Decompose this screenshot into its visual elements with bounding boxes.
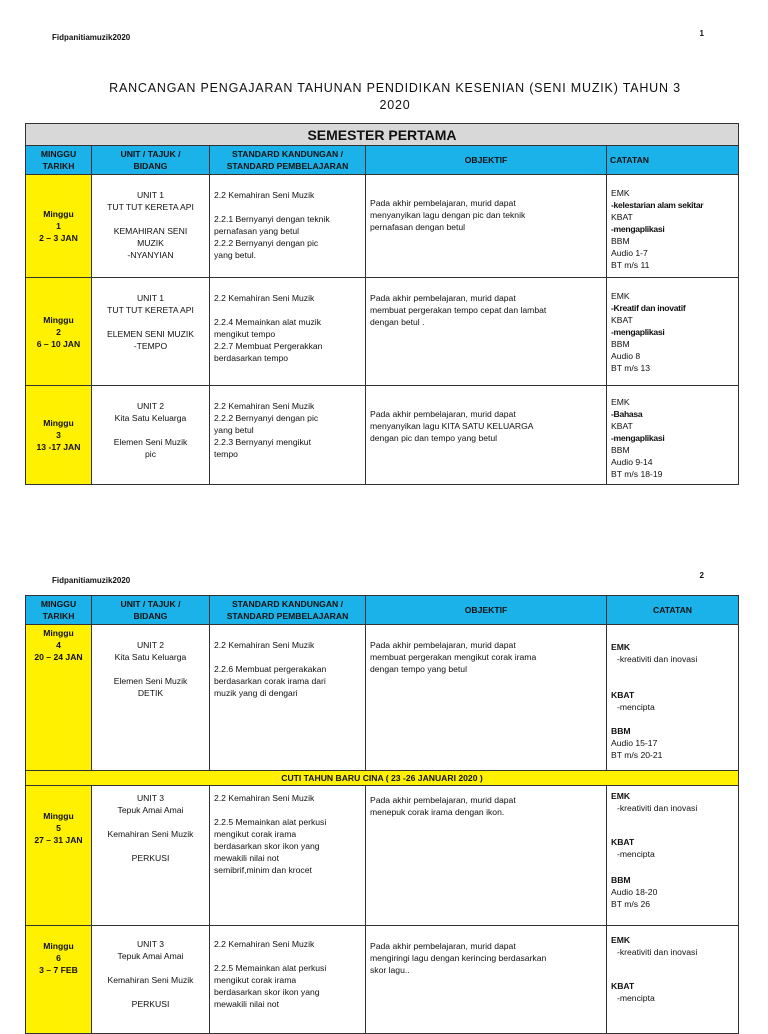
unit-cell: UNIT 1 TUT TUT KERETA API ELEMEN SENI MUZIK -TEMPO <box>92 278 210 386</box>
standard-cell: 2.2 Kemahiran Seni Muzik 2.2.4 Memainkan alat muzik mengikut tempo 2.2.7 Membuat Pergerakkan berdasarkan tempo <box>210 278 366 386</box>
semester-title: SEMESTER PERTAMA <box>26 124 739 146</box>
catatan-cell: EMK -Kreatif dan inovatif KBAT -mengaplikasi BBM Audio 8 BT m/s 13 <box>607 278 739 386</box>
unit-cell: UNIT 2 Kita Satu Keluarga Elemen Seni Muzik pic <box>92 386 210 485</box>
standard-cell: 2.2 Kemahiran Seni Muzik 2.2.5 Memainkan alat perkusi mengikut corak irama berdasarkan skor ikon yang mewakili nilai not semibrif,minim dan krocet <box>210 786 366 926</box>
catatan-cell: EMK -kelestarian alam sekitar KBAT -mengaplikasi BBM Audio 1-7 BT m/s 11 <box>607 175 739 278</box>
catatan-cell: EMK -kreativiti dan inovasi KBAT -mencipta <box>607 926 739 1034</box>
table-row <box>26 926 739 1034</box>
column-header-catatan: CATATAN <box>607 146 739 175</box>
column-header-minggu: MINGGU TARIKH <box>26 596 92 625</box>
standard-cell: 2.2 Kemahiran Seni Muzik 2.2.6 Membuat pergerakakan berdasarkan corak irama dari muzik yang di dengari <box>210 625 366 771</box>
table-row <box>26 175 739 278</box>
column-header-minggu: MINGGU TARIKH <box>26 146 92 175</box>
document-page-2 <box>0 560 768 1024</box>
catatan-cell: EMK -kreativiti dan inovasi KBAT -mencipta BBM Audio 18-20 BT m/s 26 <box>607 786 739 926</box>
week-cell: Minggu 5 27 – 31 JAN <box>26 786 92 926</box>
unit-cell: UNIT 1 TUT TUT KERETA API KEMAHIRAN SENI MUZIK -NYANYIAN <box>92 175 210 278</box>
holiday-row <box>26 771 739 786</box>
semester-row <box>26 124 739 146</box>
objektif-cell: Pada akhir pembelajaran, murid dapat membuat pergerakan tempo cepat dan lambat dengan betul . <box>366 278 607 386</box>
catatan-cell: EMK -Bahasa KBAT -mengaplikasi BBM Audio 9-14 BT m/s 18-19 <box>607 386 739 485</box>
table-row <box>26 386 739 485</box>
table-header-row <box>26 596 739 625</box>
objektif-cell: Pada akhir pembelajaran, murid dapat menyanyikan lagu dengan pic dan teknik pernafasan dengan betul <box>366 175 607 278</box>
document-title <box>60 80 730 114</box>
table-header-row <box>26 146 739 175</box>
objektif-cell: Pada akhir pembelajaran, murid dapat menyanyikan lagu KITA SATU KELUARGA dengan pic dan tempo yang betul <box>366 386 607 485</box>
standard-cell: 2.2 Kemahiran Seni Muzik 2.2.2 Bernyanyi dengan pic yang betul 2.2.3 Bernyanyi mengikut tempo <box>210 386 366 485</box>
column-header-objektif: OBJEKTIF <box>366 146 607 175</box>
standard-cell: 2.2 Kemahiran Seni Muzik 2.2.5 Memainkan alat perkusi mengikut corak irama berdasarkan skor ikon yang mewakili nilai not <box>210 926 366 1034</box>
page-header-left: Fidpanitiamuzik2020 <box>52 33 131 42</box>
standard-cell: 2.2 Kemahiran Seni Muzik 2.2.1 Bernyanyi dengan teknik pernafasan yang betul 2.2.2 Bernyanyi dengan pic yang betul. <box>210 175 366 278</box>
column-header-standard: STANDARD KANDUNGAN / STANDARD PEMBELAJARAN <box>210 146 366 175</box>
column-header-catatan: CATATAN <box>607 596 739 625</box>
holiday-label: CUTI TAHUN BARU CINA ( 23 -26 JANUARI 2020 ) <box>26 771 739 786</box>
objektif-cell: Pada akhir pembelajaran, murid dapat menepuk corak irama dengan ikon. <box>366 786 607 926</box>
week-cell: Minggu 4 20 – 24 JAN <box>26 625 92 771</box>
plan-table-page-1 <box>25 123 739 485</box>
title-line-1: RANCANGAN PENGAJARAN TAHUNAN PENDIDIKAN KESENIAN (SENI MUZIK) TAHUN 3 <box>109 81 681 95</box>
table-row <box>26 625 739 771</box>
page-number: 1 <box>699 29 704 38</box>
column-header-unit: UNIT / TAJUK / BIDANG <box>92 596 210 625</box>
catatan-cell: EMK -kreativiti dan inovasi KBAT -mencipta BBM Audio 15-17 BT m/s 20-21 <box>607 625 739 771</box>
week-cell: Minggu 2 6 – 10 JAN <box>26 278 92 386</box>
week-cell: Minggu 3 13 -17 JAN <box>26 386 92 485</box>
column-header-standard: STANDARD KANDUNGAN / STANDARD PEMBELAJARAN <box>210 596 366 625</box>
unit-cell: UNIT 3 Tepuk Amai Amai Kemahiran Seni Muzik PERKUSI <box>92 926 210 1034</box>
objektif-cell: Pada akhir pembelajaran, murid dapat mengiringi lagu dengan kerincing berdasarkan skor lagu.. <box>366 926 607 1034</box>
week-cell: Minggu 6 3 – 7 FEB <box>26 926 92 1034</box>
plan-table-page-2 <box>25 595 739 1034</box>
page-number: 2 <box>699 571 704 580</box>
title-line-2: 2020 <box>379 98 411 112</box>
page-header-left: Fidpanitiamuzik2020 <box>52 576 131 585</box>
column-header-unit: UNIT / TAJUK / BIDANG <box>92 146 210 175</box>
unit-cell: UNIT 3 Tepuk Amai Amai Kemahiran Seni Muzik PERKUSI <box>92 786 210 926</box>
objektif-cell: Pada akhir pembelajaran, murid dapat membuat pergerakan mengikut corak irama dengan tempo yang betul <box>366 625 607 771</box>
table-row <box>26 786 739 926</box>
unit-cell: UNIT 2 Kita Satu Keluarga Elemen Seni Muzik DETIK <box>92 625 210 771</box>
table-row <box>26 278 739 386</box>
column-header-objektif: OBJEKTIF <box>366 596 607 625</box>
week-cell: Minggu 1 2 – 3 JAN <box>26 175 92 278</box>
